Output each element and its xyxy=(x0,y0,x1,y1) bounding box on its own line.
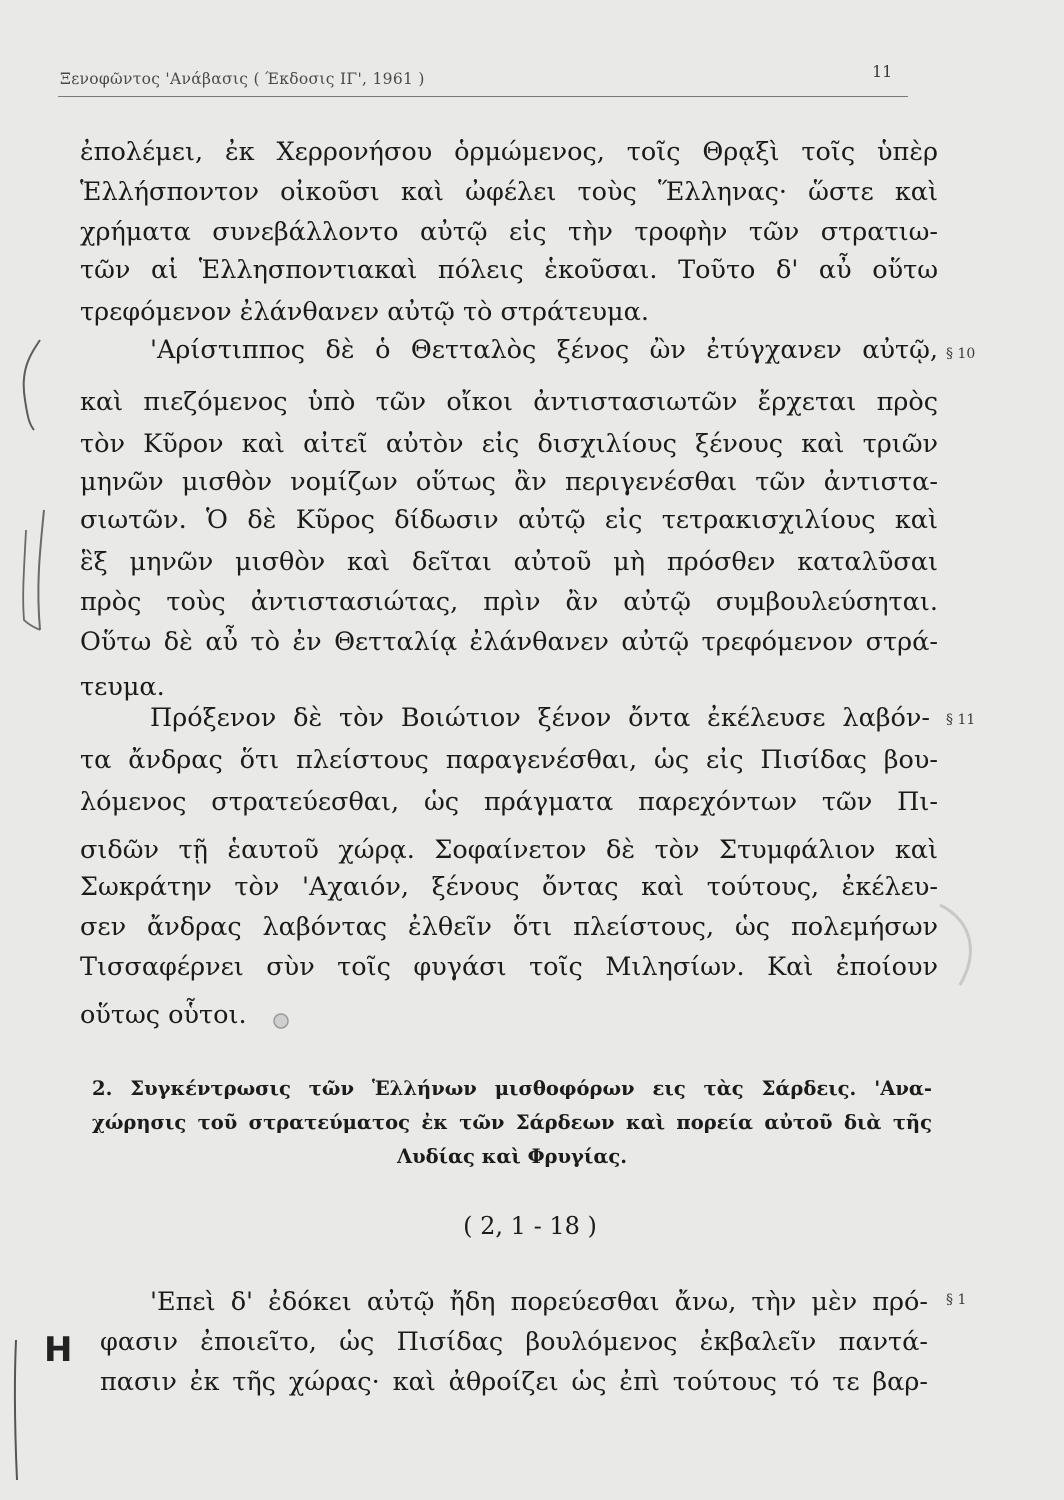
text-line: χρήματα συνεβάλλοντο αὐτῷ εἰς τὴν τροφὴν τῶν στρατιω- xyxy=(80,217,938,247)
text-line: σιδῶν τῇ ἑαυτοῦ χώρᾳ. Σοφαίνετον δὲ τὸν Στυμφάλιον καὶ xyxy=(80,835,938,865)
section-marker: § 1 xyxy=(946,1292,967,1308)
section-marker: § 10 xyxy=(946,346,976,362)
text-line: μηνῶν μισθὸν νομίζων οὕτως ἂν περιγενέσθαι τῶν ἀντιστα- xyxy=(80,467,938,497)
text-line: ἐπολέμει, ἐκ Χερρονήσου ὁρμώμενος, τοῖς Θρᾳξὶ τοῖς ὑπὲρ xyxy=(80,137,938,167)
paragraph-start: Πρόξενον δὲ τὸν Βοιώτιον ξένον ὄντα ἐκέλευσε λαβόν- xyxy=(150,703,930,733)
section-heading: Λυδίας καὶ Φρυγίας. xyxy=(396,1145,628,1168)
text-line: ἓξ μηνῶν μισθὸν καὶ δεῖται αὐτοῦ μὴ πρόσθεν καταλῦσαι xyxy=(80,547,938,577)
paragraph-start: 'Αρίστιππος δὲ ὁ Θετταλὸς ξένος ὢν ἐτύγχανεν αὐτῷ, xyxy=(150,335,938,365)
pencil-margin-bracket xyxy=(0,330,70,660)
section-heading: 2. Συγκέντρωσις τῶν Ἑλλήνων μισθοφόρων εις τὰς Σάρδεις. 'Ανα- xyxy=(92,1077,932,1100)
pencil-stroke xyxy=(23,530,40,630)
smudge-circle xyxy=(274,1014,288,1028)
text-line: πρὸς τοὺς ἀντιστασιώτας, πρὶν ἂν αὐτῷ συμβουλεύσηται. xyxy=(80,587,938,617)
text-line: σεν ἄνδρας λαβόντας ἐλθεῖν ὅτι πλείστους, ὡς πολεμήσων xyxy=(80,912,938,942)
text-line: πασιν ἐκ τῆς χώρας· καὶ ἀθροίζει ὡς ἐπὶ τούτους τό τε βαρ- xyxy=(100,1367,928,1397)
section-marker: § 11 xyxy=(946,712,976,728)
header-rule xyxy=(58,96,908,97)
text-line: Οὕτω δὲ αὖ τὸ ἐν Θετταλίᾳ ἐλάνθανεν αὐτῷ τρεφόμενον στρά- xyxy=(80,627,938,657)
stamp-arc xyxy=(940,905,970,985)
running-header: Ξενοφῶντος 'Ανάβασις ( Έκδοσις ΙΓ', 1961 ) xyxy=(60,70,425,88)
text-line: Τισσαφέρνει σὺν τοῖς φυγάσι τοῖς Μιλησίων. Καὶ ἐποίουν xyxy=(80,952,938,982)
text-line: Σωκράτην τὸν 'Αχαιόν, ξένους ὄντας καὶ τούτους, ἐκέλευ- xyxy=(80,872,938,902)
chapter-reference: ( 2, 1 - 18 ) xyxy=(463,1212,597,1240)
text-line: τὸν Κῦρον καὶ αἰτεῖ αὐτὸν εἰς δισχιλίους ξένους καὶ τριῶν xyxy=(80,429,938,459)
text-line: τευμα. xyxy=(80,672,165,702)
handwritten-letter: Η xyxy=(44,1330,73,1370)
text-line: σιωτῶν. Ὁ δὲ Κῦρος δίδωσιν αὐτῷ εἰς τετρακισχιλίους καὶ xyxy=(80,505,938,535)
pencil-stroke xyxy=(15,1340,17,1480)
text-line: τρεφόμενον ἐλάνθανεν αὐτῷ τὸ στράτευμα. xyxy=(80,297,649,327)
text-line: φασιν ἐποιεῖτο, ὡς Πισίδας βουλόμενος ἐκβαλεῖν παντά- xyxy=(100,1327,928,1357)
pencil-margin-line xyxy=(6,1335,26,1485)
text-line: οὕτως οὗτοι. xyxy=(80,1000,247,1030)
text-line: Ἑλλήσποντον οἰκοῦσι καὶ ὠφέλει τοὺς Ἕλληνας· ὥστε καὶ xyxy=(80,177,938,207)
text-line: λόμενος στρατεύεσθαι, ὡς πράγματα παρεχόντων τῶν Πι- xyxy=(80,787,938,817)
pencil-stroke xyxy=(38,510,44,630)
paragraph-start: 'Επεὶ δ' ἐδόκει αὐτῷ ἤδη πορεύεσθαι ἄνω, τὴν μὲν πρό- xyxy=(150,1287,928,1317)
text-line: καὶ πιεζόμενος ὑπὸ τῶν οἴκοι ἀντιστασιωτῶν ἔρχεται πρὸς xyxy=(80,387,938,417)
pencil-stroke xyxy=(24,340,40,430)
page-number: 11 xyxy=(872,62,893,81)
ink-smudge xyxy=(270,1010,292,1032)
text-line: τα ἄνδρας ὅτι πλείστους παραγενέσθαι, ὡς εἰς Πισίδας βου- xyxy=(80,745,938,775)
text-line: τῶν αἱ Ἑλλησποντιακαὶ πόλεις ἑκοῦσαι. Τοῦτο δ' αὖ οὕτω xyxy=(80,255,938,285)
section-heading: χώρησις τοῦ στρατεύματος ἐκ τῶν Σάρδεων καὶ πορεία αὐτοῦ διὰ τῆς xyxy=(92,1111,932,1134)
faint-stamp xyxy=(930,900,990,990)
